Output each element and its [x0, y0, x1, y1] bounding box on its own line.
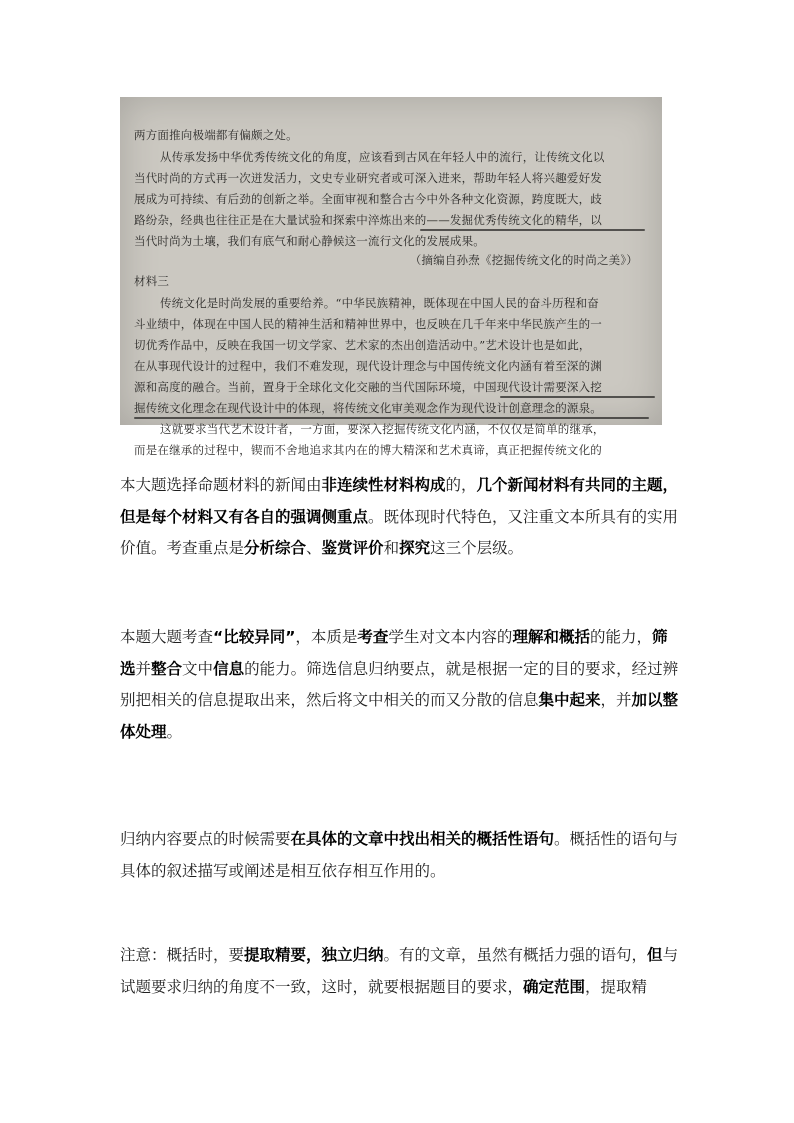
bold-text-run: 几个新闻材料有共同的主题，但是每个材料又有各自的强调侧重点 — [120, 476, 679, 526]
paragraph-note — [120, 940, 680, 1003]
bold-text-run: 集中起来 — [538, 691, 601, 709]
paragraph-summary — [120, 824, 680, 887]
bold-text-run: 确定范围 — [523, 977, 586, 996]
bold-text-run: 信息 — [213, 659, 245, 678]
photo-line: 切优秀作品中，反映在我国一切文学家、艺术家的杰出创造活动中。”艺术设计也是如此， — [134, 338, 591, 352]
photo-line: 两方面推向极端都有偏颇之处。 — [134, 128, 298, 142]
photo-line: 从传承发扬中华优秀传统文化的角度，应该看到古风在年轻人中的流行，让传统文化以 — [160, 150, 605, 164]
bold-text-run: 考查 — [357, 628, 389, 646]
pen-underline — [500, 396, 655, 398]
text-run: 本大题选择命题材料的新闻由 — [120, 476, 322, 494]
text-run: 的能力。筛选信息归纳要点，就是根据一定的目的要求，经过辨别把相关的信息提取出来，然后将文中相关的而又分散的信息 — [120, 659, 679, 709]
photo-line: 展成为可持续、有后劲的创新之举。全面审视和整合古今中外各种文化资源，跨度既大，歧 — [134, 192, 602, 206]
photo-source-line: （摘编自孙焘《挖掘传统文化的时尚之美》） — [409, 253, 638, 267]
text-run: ，本质是 — [295, 628, 358, 646]
paragraph — [120, 940, 680, 1003]
bold-text-run: 加以整体处理 — [120, 691, 679, 741]
bold-text-run: 理解和概括 — [512, 628, 590, 646]
bold-text-run: 提取精要，独立归纳 — [244, 946, 384, 964]
text-run: 。既体现时代特色，又注重文本所具有的实用价值。考查重点是 — [120, 507, 679, 557]
bold-text-run: 非连续性材料构成 — [321, 476, 446, 494]
text-run: 学生对文本内容的 — [388, 628, 513, 646]
text-run: 注意：概括时，要 — [120, 946, 245, 964]
text-run: 与试题要求归纳的角度不一致，这时，就要根据题目的要求， — [120, 946, 679, 996]
text-run: 文中 — [182, 659, 214, 678]
photo-line: 而是在继承的过程中，锲而不舍地追求其内在的博大精深和艺术真谛，真正把握传统文化的 — [134, 443, 602, 457]
text-run: 、 — [306, 539, 322, 557]
photo-line: 掘传统文化理念在现代设计中的体现，将传统文化审美观念作为现代设计创意理念的源泉。 — [134, 401, 602, 415]
paragraph — [120, 622, 680, 748]
text-run: ，并 — [600, 691, 632, 709]
paragraph — [120, 470, 680, 565]
bold-text-run: 筛选 — [120, 628, 668, 678]
bold-text-run: “比较异同” — [213, 628, 296, 646]
paragraph-intro — [120, 470, 680, 565]
photo-line: 当代时尚为土壤，我们有底气和耐心静候这一流行文化的发展成果。 — [134, 234, 485, 248]
textbook-photo — [120, 97, 662, 457]
photo-line: 在从事现代设计的过程中，我们不难发现，现代设计理念与中国传统文化内涵有着至深的渊 — [134, 359, 602, 373]
photo-line: 源和高度的融合。当前，置身于全球化文化交融的当代国际环境，中国现代设计需要深入挖 — [134, 380, 602, 394]
text-run: 。有的文章，虽然有概括力强的语句， — [383, 946, 648, 964]
text-run: 的能力， — [589, 628, 652, 646]
text-run: 归纳内容要点的时候需要 — [120, 830, 291, 848]
text-run: 的， — [445, 476, 477, 494]
text-run: 和 — [383, 539, 400, 557]
bold-text-run: 但 — [647, 946, 663, 964]
text-run: 这三个层级。 — [430, 539, 524, 557]
text-run: 并 — [135, 659, 152, 678]
text-run: ，提取精 — [585, 977, 648, 996]
paragraph-compare — [120, 622, 680, 748]
paragraph — [120, 824, 680, 887]
bold-text-run: 分析综合 — [244, 539, 307, 557]
bold-text-run: 在具体的文章中找出相关的概括性语句 — [290, 830, 555, 848]
pen-underline — [420, 229, 645, 231]
text-run: 。概括性的语句与具体的叙述描写或阐述是相互依存相互作用的。 — [120, 830, 679, 880]
photo-line: 传统文化是时尚发展的重要给养。“中华民族精神，既体现在中国人民的奋斗历程和奋 — [160, 296, 599, 310]
photo-line: 斗业绩中，体现在中国人民的精神生活和精神世界中，也反映在几千年来中华民族产生的一 — [134, 317, 602, 331]
text-run: 本题大题考查 — [120, 628, 214, 646]
photo-line: 这就要求当代艺术设计者，一方面，要深入挖掘传统文化内涵，不仅仅是简单的继承， — [160, 422, 605, 436]
photo-section-heading: 材料三 — [134, 274, 170, 288]
bold-text-run: 鉴赏评价 — [321, 539, 384, 557]
pen-underline — [134, 417, 649, 419]
photo-line: 路纷杂，经典也往往正是在大量试验和探索中淬炼出来的——发掘优秀传统文化的精华，以 — [134, 213, 602, 227]
text-run: 。 — [166, 722, 183, 741]
bold-text-run: 整合 — [151, 659, 183, 678]
bold-text-run: 探究 — [399, 539, 431, 557]
photo-line: 当代时尚的方式再一次迸发活力，文史专业研究者或可深入进来，帮助年轻人将兴趣爱好发 — [134, 171, 602, 185]
